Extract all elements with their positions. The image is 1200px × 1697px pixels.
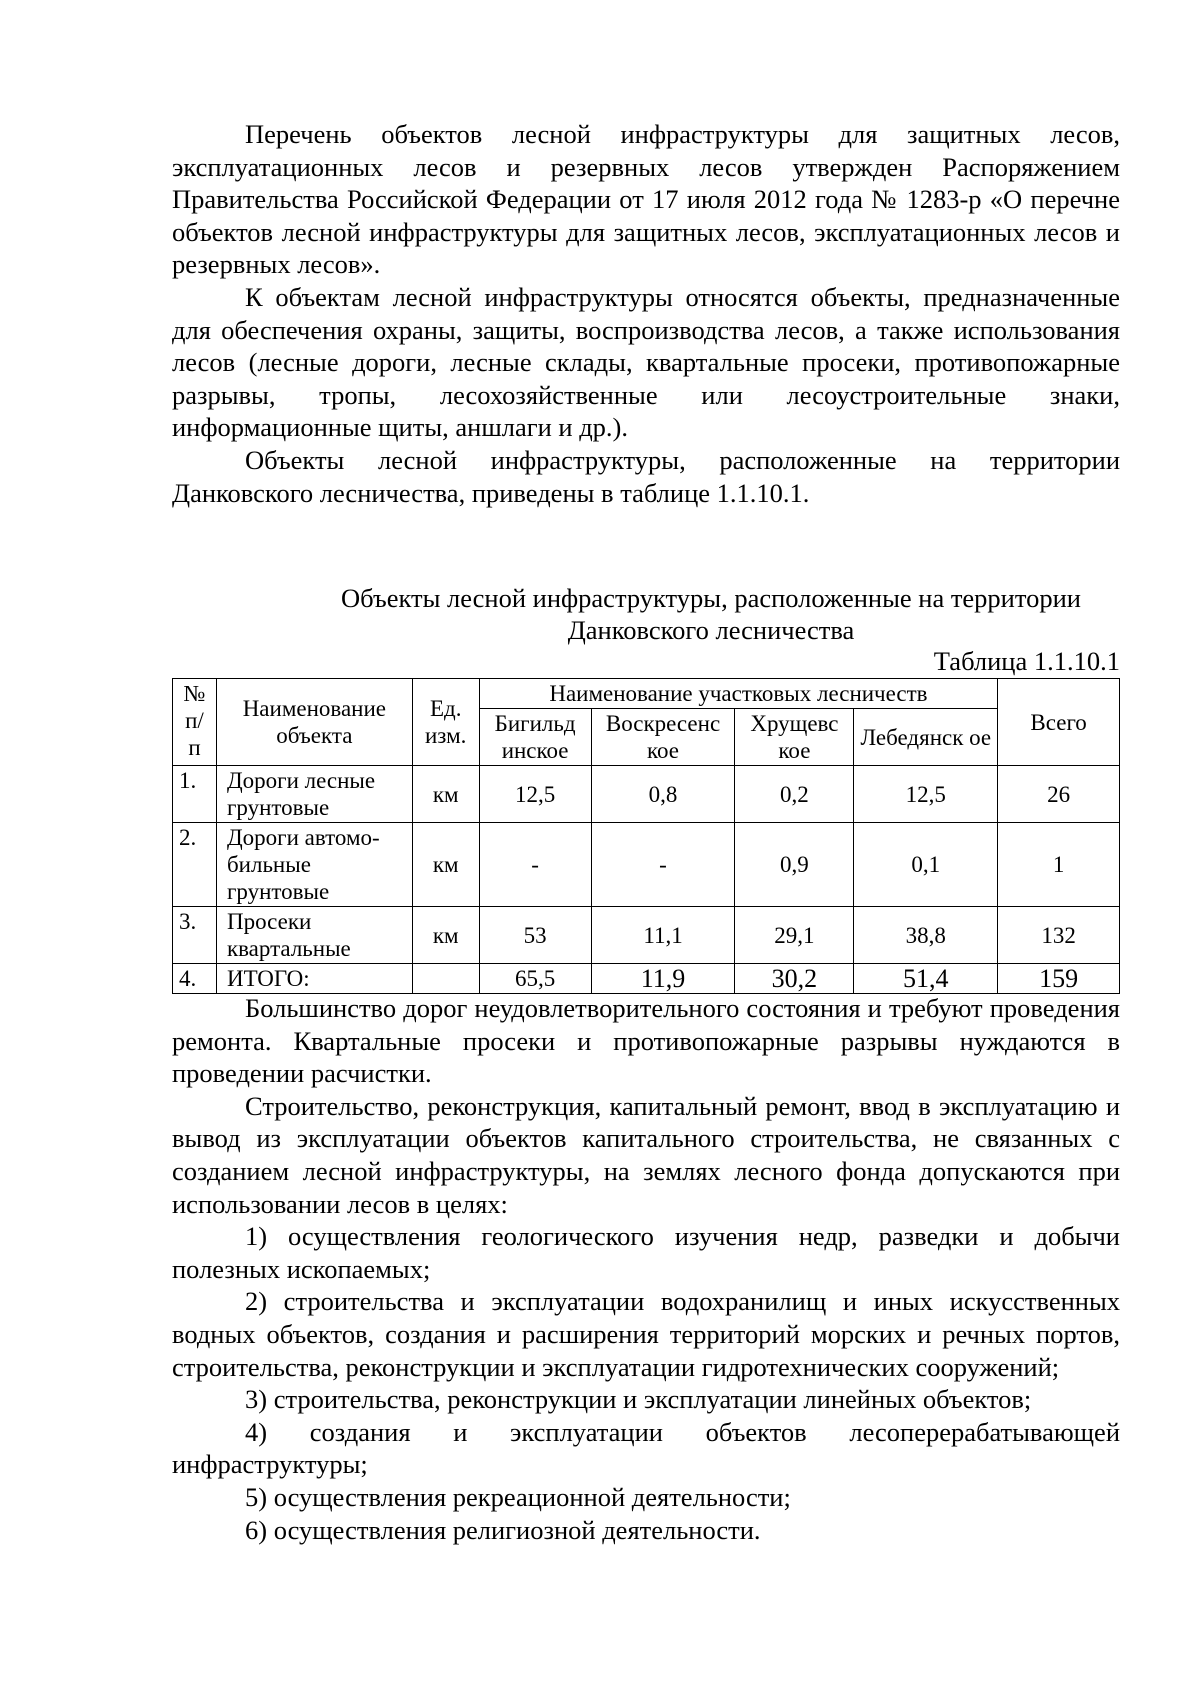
table-number: Таблица 1.1.10.1	[933, 646, 1120, 676]
row-value: 12,5	[854, 766, 998, 823]
paragraph-table-reference: Объекты лесной инфраструктуры, расположенные на территории Данковского лесничества, приведены в таблице 1.1.10.1.	[172, 444, 1120, 508]
list-item: 2) строительства и эксплуатации водохранилищ и иных искусственных водных объектов, создания и расширения территорий морских и речных портов, строительства, реконструкции и эксплуатации гидротехнических сооружений;	[172, 1286, 1120, 1382]
row-unit: км	[412, 766, 479, 823]
header-total: Всего	[998, 679, 1120, 766]
row-value: 29,1	[735, 907, 854, 964]
row-value: 11,1	[591, 907, 735, 964]
row-num: 3.	[173, 907, 217, 964]
table-caption-line2: Данковского лесничества	[567, 615, 855, 645]
row-name: Дороги лесные грунтовые	[216, 766, 412, 823]
row-total: 1	[998, 823, 1120, 907]
paragraph-construction: Строительство, реконструкция, капитальный ремонт, ввод в эксплуатацию и вывод из эксплуатации объектов капитального строительства, не связанных с созданием лесной инфраструктуры, на землях лесного фонда допускаются при использовании лесов в целях:	[172, 1090, 1120, 1219]
header-unit: Ед. изм.	[412, 679, 479, 766]
table-row	[173, 907, 1120, 964]
after-table-text	[172, 992, 1120, 1546]
header-group: Наименование участковых лесничеств	[479, 679, 998, 709]
row-name: Дороги автомо-бильные грунтовые	[216, 823, 412, 907]
row-value: 0,1	[854, 823, 998, 907]
intro-text	[172, 118, 1120, 509]
row-num: 4.	[173, 964, 217, 994]
header-district: Бигильд инское	[479, 709, 591, 766]
table-row	[173, 766, 1120, 823]
header-name: Наименование объекта	[216, 679, 412, 766]
row-value: 51,4	[854, 964, 998, 994]
list-item: 5) осуществления рекреационной деятельности;	[245, 1481, 791, 1512]
table-row	[173, 823, 1120, 907]
header-district: Лебедянск ое	[854, 709, 998, 766]
table-caption	[172, 582, 1120, 646]
row-value: -	[479, 823, 591, 907]
row-total: 26	[998, 766, 1120, 823]
header-district: Хрущевс кое	[735, 709, 854, 766]
row-total: 132	[998, 907, 1120, 964]
row-value: 53	[479, 907, 591, 964]
row-unit: км	[412, 907, 479, 964]
row-unit: км	[412, 823, 479, 907]
paragraph-roads-condition: Большинство дорог неудовлетворительного состояния и требуют проведения ремонта. Квартальные просеки и противопожарные разрывы нуждаются в проведении расчистки.	[172, 993, 1120, 1089]
row-value: 65,5	[479, 964, 591, 994]
list-item: 1) осуществления геологического изучения недр, разведки и добычи полезных ископаемых;	[172, 1221, 1120, 1284]
row-unit	[412, 964, 479, 994]
row-name: ИТОГО:	[216, 964, 412, 994]
header-num: № п/п	[173, 679, 217, 766]
row-value: 0,2	[735, 766, 854, 823]
row-value: 30,2	[735, 964, 854, 994]
paragraph-infrastructure-list: Перечень объектов лесной инфраструктуры для защитных лесов, эксплуатационных лесов и резервных лесов утвержден Распоряжением Правительства Российской Федерации от 17 июля 2012 года № 1283-р «О перечне объектов лесной инфраструктуры для защитных лесов, эксплуатационных лесов и резервных лесов».	[172, 119, 1120, 280]
list-item: 3) строительства, реконструкции и эксплуатации линейных объектов;	[245, 1384, 1032, 1415]
list-item: 4) создания и эксплуатации объектов лесоперерабатывающей инфраструктуры;	[172, 1416, 1120, 1480]
row-num: 1.	[173, 766, 217, 823]
row-num: 2.	[173, 823, 217, 907]
table-caption-line1: Объекты лесной инфраструктуры, расположенные на территории	[341, 583, 1081, 613]
row-total: 159	[998, 964, 1120, 994]
row-value: 0,9	[735, 823, 854, 907]
row-value: -	[591, 823, 735, 907]
header-district: Воскресенс кое	[591, 709, 735, 766]
row-value: 0,8	[591, 766, 735, 823]
table-header-row	[173, 679, 1120, 709]
table-total-row	[173, 964, 1120, 994]
row-value: 11,9	[591, 964, 735, 994]
infrastructure-table	[172, 678, 1120, 994]
row-name: Просеки квартальные	[216, 907, 412, 964]
row-value: 38,8	[854, 907, 998, 964]
list-item: 6) осуществления религиозной деятельности.	[245, 1514, 761, 1545]
paragraph-infrastructure-objects: К объектам лесной инфраструктуры относятся объекты, предназначенные для обеспечения охраны, защиты, воспроизводства лесов, а также использования лесов (лесные дороги, лесные склады, квартальные просеки, противопожарные разрывы, тропы, лесохозяйственные или лесоустроительные знаки, информационные щиты, аншлаги и др.).	[172, 281, 1120, 443]
row-value: 12,5	[479, 766, 591, 823]
